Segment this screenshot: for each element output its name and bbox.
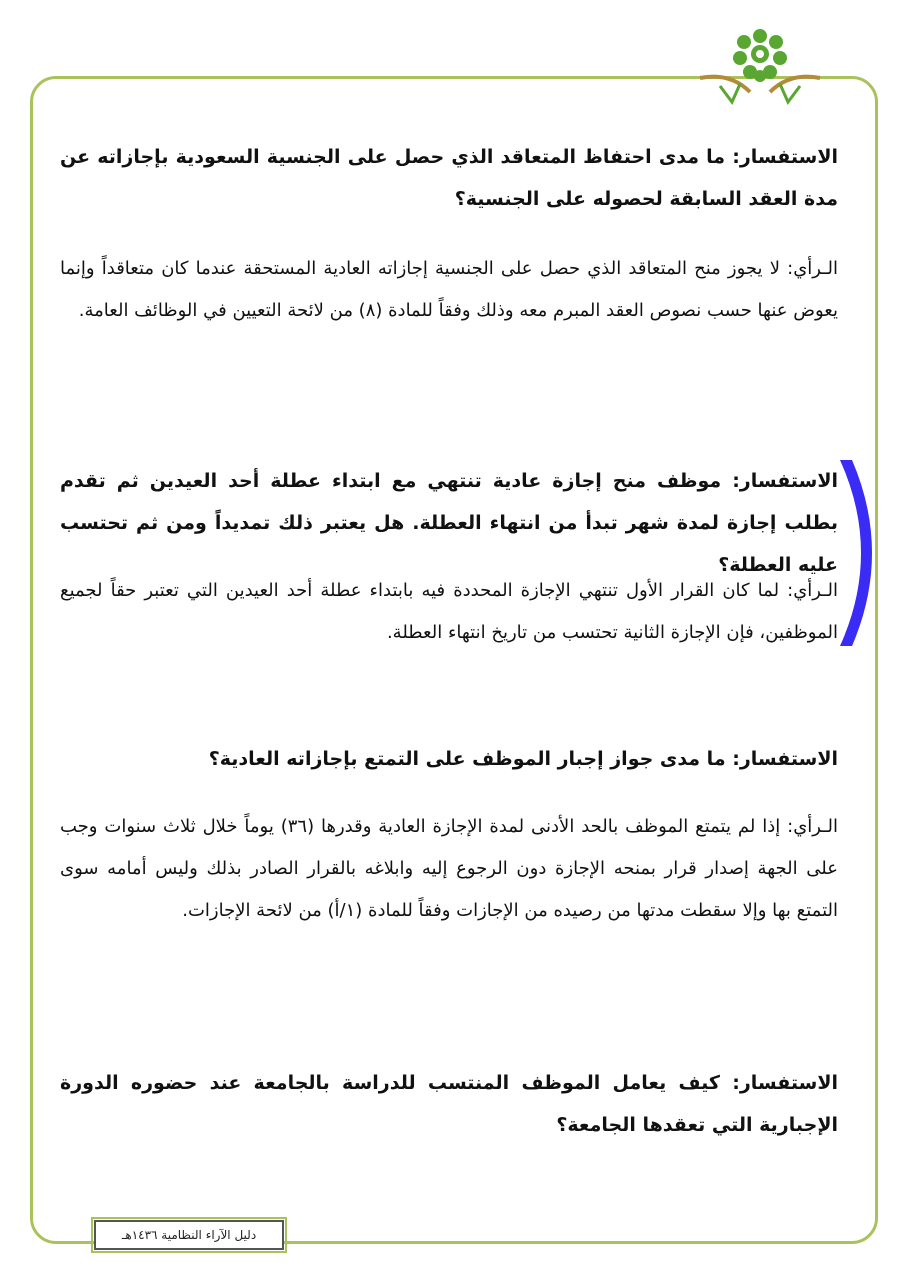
question-label: الاستفسار:: [732, 146, 838, 168]
answer-1: [60, 248, 838, 332]
question-text: ما مدى جواز إجبار الموظف على التمتع بإجازاته العادية؟: [208, 748, 726, 770]
question-text: موظف منح إجازة عادية تنتهي مع ابتداء عطلة أحد العيدين ثم تقدم بطلب إجازة لمدة شهر تبدأ من انتهاء العطلة. هل يعتبر ذلك تمديداً ومن ثم تحتسب عليه العطلة؟: [60, 470, 838, 576]
answer-text: إذا لم يتمتع الموظف بالحد الأدنى لمدة الإجازة العادية وقدرها (٣٦) يوماً خلال ثلاث سنوات وجب على الجهة إصدار قرار بمنحه الإجازة دون الرجوع إليه وابلاغه بالقرار الصادر بذلك وليس أمامه سوى التمتع بها وإلا سقطت مدتها من رصيده من الإجازات وفقاً للمادة (١/أ) من لائحة الإجازات.: [60, 816, 838, 921]
footer-text: دليل الآراء النظامية ١٤٣٦هـ: [121, 1228, 257, 1242]
answer-text: لا يجوز منح المتعاقد الذي حصل على الجنسية إجازاته العادية المستحقة عندما كان متعاقداً وإنما يعوض عنها حسب نصوص العقد المبرم معه وذلك وفقاً للمادة (٨) من لائحة التعيين في الوظائف العامة.: [60, 258, 838, 321]
question-1: [60, 136, 838, 220]
answer-label: الـرأي:: [787, 258, 838, 279]
question-label: الاستفسار:: [732, 748, 838, 770]
answer-3: [60, 806, 838, 932]
question-label: الاستفسار:: [732, 1072, 838, 1094]
question-text: ما مدى احتفاظ المتعاقد الذي حصل على الجنسية السعودية بإجازاته عن مدة العقد السابقة لحصوله على الجنسية؟: [60, 146, 838, 210]
answer-label: الـرأي:: [787, 580, 838, 601]
question-2: [60, 460, 838, 586]
question-3: [60, 738, 838, 780]
answer-label: الـرأي:: [787, 816, 838, 837]
answer-2: [60, 570, 838, 654]
question-4: [60, 1062, 838, 1146]
footer-label: [94, 1220, 284, 1250]
question-label: الاستفسار:: [732, 470, 838, 492]
answer-text: لما كان القرار الأول تنتهي الإجازة المحددة فيه بابتداء عطلة أحد العيدين التي تعتبر حقاً لجميع الموظفين، فإن الإجازة الثانية تحتسب من تاريخ انتهاء العطلة.: [60, 580, 838, 643]
question-text: كيف يعامل الموظف المنتسب للدراسة بالجامعة عند حضوره الدورة الإجبارية التي تعقدها الجامعة؟: [60, 1072, 838, 1136]
